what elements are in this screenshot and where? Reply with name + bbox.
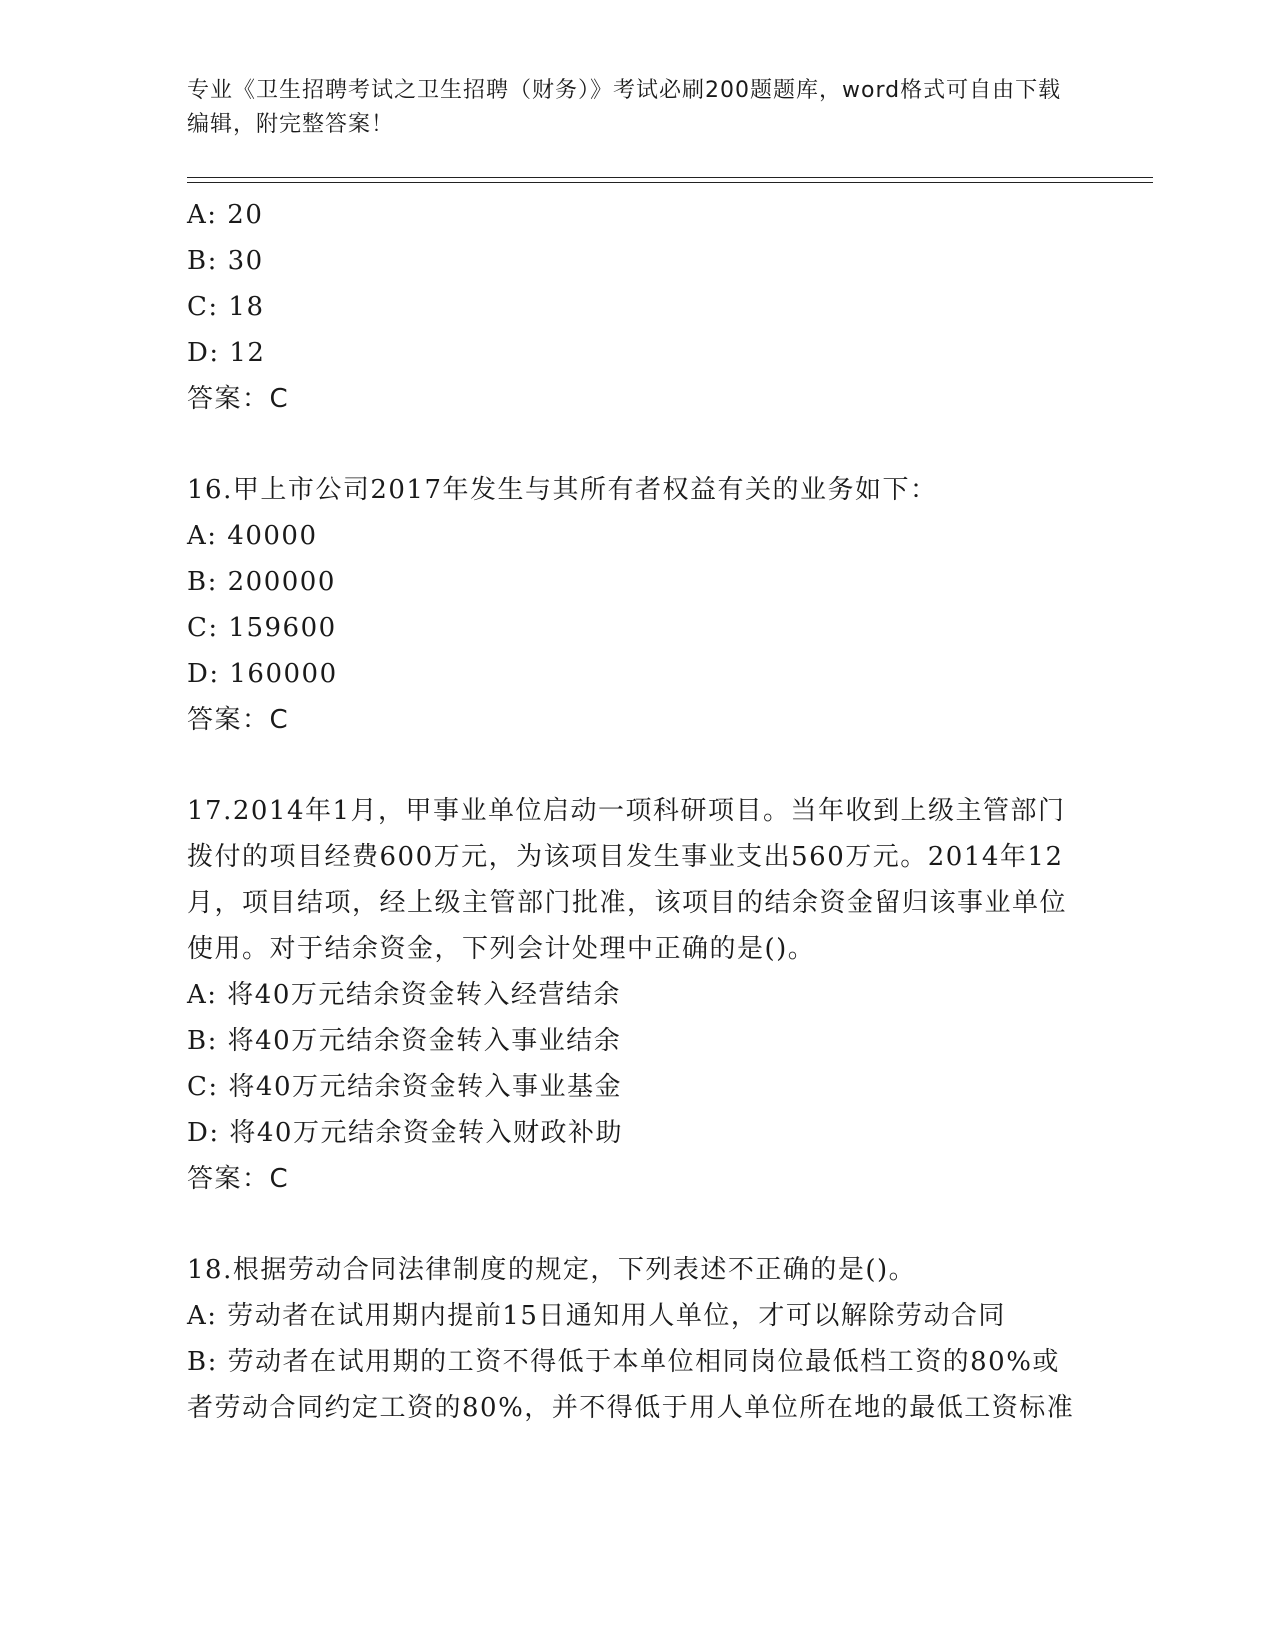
- document-header: [187, 74, 1067, 142]
- header-title: 专业《卫生招聘考试之卫生招聘（财务）》考试必刷200题题库，word格式可自由下载编辑，附完整答案！: [187, 78, 1062, 137]
- q16-option-d: D: 160000: [187, 659, 338, 689]
- header-rule-top: [187, 177, 1153, 178]
- question-15-block: [187, 192, 1087, 422]
- q15-option-c: C: 18: [187, 292, 265, 322]
- q18-option-a: A: 劳动者在试用期内提前15日通知用人单位，才可以解除劳动合同: [187, 1301, 1006, 1331]
- q16-option-b: B: 200000: [187, 567, 336, 597]
- question-17-block: [187, 788, 1087, 1202]
- q15-option-d: D: 12: [187, 338, 266, 368]
- q16-answer: 答案：C: [187, 705, 290, 735]
- q17-option-a: A: 将40万元结余资金转入经营结余: [187, 980, 621, 1010]
- q16-option-c: C: 159600: [187, 613, 337, 643]
- q15-option-a: A: 20: [187, 200, 264, 230]
- q17-stem: 17.2014年1月，甲事业单位启动一项科研项目。当年收到上级主管部门拨付的项目经费600万元，为该项目发生事业支出560万元。2014年12月，项目结项，经上级主管部门批准，该项目的结余资金留归该事业单位使用。对于结余资金，下列会计处理中正确的是()。: [187, 796, 1068, 964]
- q17-option-c: C: 将40万元结余资金转入事业基金: [187, 1072, 623, 1102]
- q15-option-b: B: 30: [187, 246, 264, 276]
- question-content: [187, 192, 1087, 1431]
- question-16-block: [187, 467, 1087, 743]
- q16-stem: 16.甲上市公司2017年发生与其所有者权益有关的业务如下：: [187, 475, 938, 505]
- spacer: [187, 422, 1087, 467]
- q15-answer: 答案：C: [187, 384, 290, 414]
- q18-stem: 18.根据劳动合同法律制度的规定，下列表述不正确的是()。: [187, 1255, 917, 1285]
- q18-option-b: B: 劳动者在试用期的工资不得低于本单位相同岗位最低档工资的80%或者劳动合同约定工资的80%，并不得低于用人单位所在地的最低工资标准: [187, 1347, 1075, 1423]
- question-18-block: [187, 1247, 1087, 1431]
- spacer: [187, 1202, 1087, 1247]
- q17-option-d: D: 将40万元结余资金转入财政补助: [187, 1118, 623, 1148]
- q16-option-a: A: 40000: [187, 521, 318, 551]
- q17-option-b: B: 将40万元结余资金转入事业结余: [187, 1026, 622, 1056]
- spacer: [187, 743, 1087, 788]
- header-rule-bottom: [187, 182, 1153, 183]
- q17-answer: 答案：C: [187, 1164, 290, 1194]
